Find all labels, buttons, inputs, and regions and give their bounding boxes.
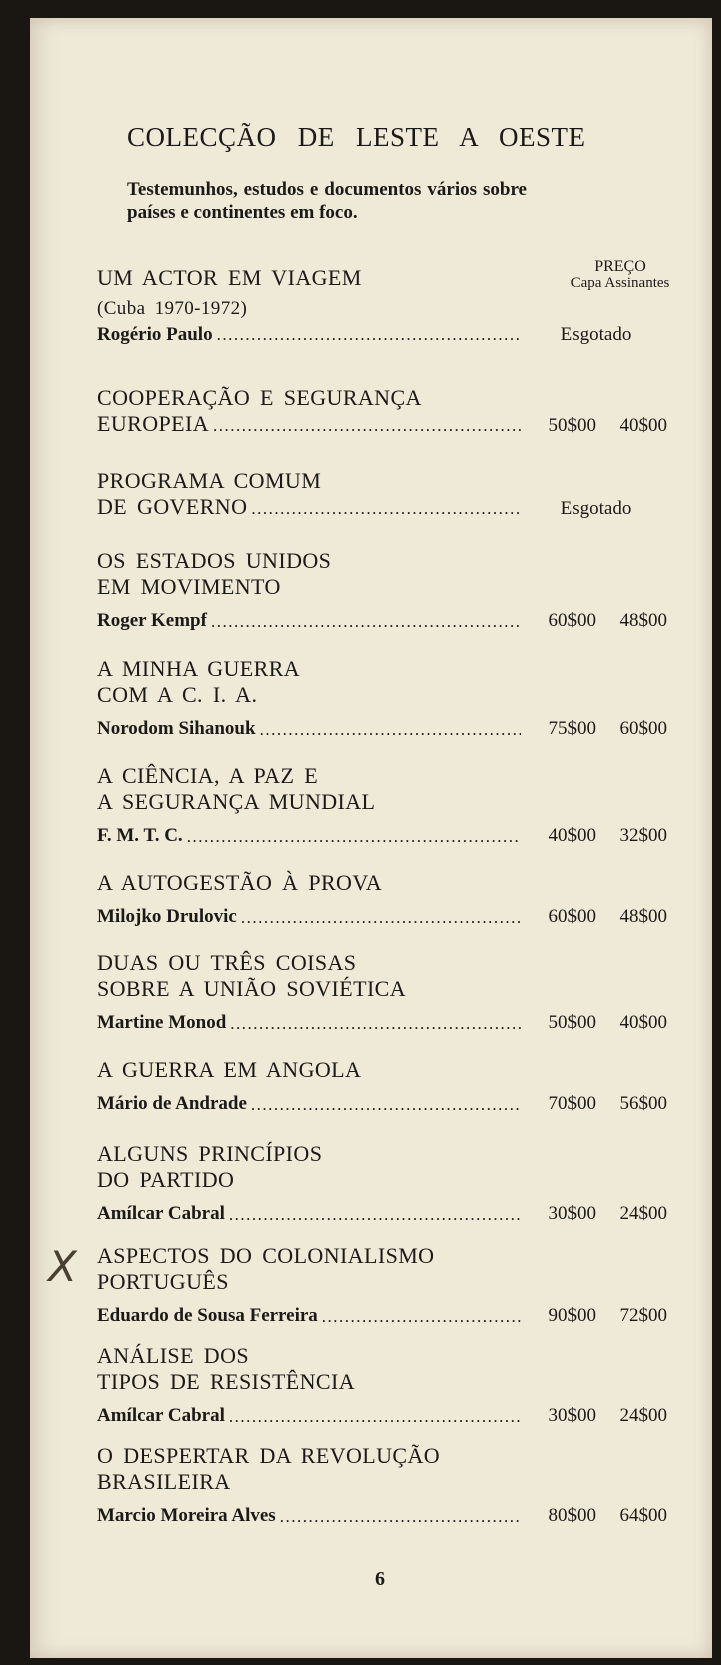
price-capa: 80$00	[548, 1505, 596, 1526]
leader-dots	[187, 827, 521, 847]
book-entry	[97, 262, 667, 354]
leader-dots	[229, 1205, 521, 1225]
book-title-line: DE GOVERNO	[97, 494, 248, 519]
page-number: 6	[375, 1568, 385, 1590]
price-assinantes: 24$00	[619, 1405, 667, 1426]
price-capa: 60$00	[548, 906, 596, 927]
book-entry	[97, 763, 667, 847]
leader-dots	[230, 1014, 521, 1034]
book-entry	[97, 548, 667, 632]
book-title-line: UM ACTOR EM VIAGEM	[97, 265, 362, 290]
leader-dots	[213, 416, 521, 436]
price-assinantes: 24$00	[619, 1203, 667, 1224]
status-esgotado: Esgotado	[560, 324, 632, 345]
book-title-line: A CIÊNCIA, A PAZ E	[97, 763, 319, 788]
book-entry	[97, 656, 667, 740]
book-entry	[97, 950, 667, 1034]
collection-subtitle: Testemunhos, estudos e documentos vários sobre países e continentes em foco.	[127, 179, 527, 223]
price-assinantes: 64$00	[619, 1505, 667, 1526]
book-title-line: A AUTOGESTÃO À PROVA	[97, 870, 383, 895]
leader-dots	[251, 499, 521, 519]
leader-dots	[322, 1307, 521, 1327]
book-title-line: ALGUNS PRINCÍPIOS	[97, 1141, 323, 1166]
price-row	[97, 896, 667, 928]
book-title-line: SOBRE A UNIÃO SOVIÉTICA	[97, 976, 407, 1001]
book-author: Rogério Paulo	[97, 324, 213, 345]
book-title-line: ANÁLISE DOS	[97, 1343, 250, 1368]
book-entry	[97, 1141, 667, 1225]
leader-dots	[260, 720, 521, 740]
price-assinantes: 48$00	[619, 610, 667, 631]
price-capa: 40$00	[548, 825, 596, 846]
book-entry	[97, 1443, 667, 1527]
book-entry	[97, 870, 667, 928]
book-title-line: EUROPEIA	[97, 411, 209, 436]
price-row	[97, 494, 667, 522]
price-assinantes: 56$00	[619, 1093, 667, 1114]
leader-dots	[280, 1507, 521, 1527]
status-esgotado: Esgotado	[560, 498, 632, 519]
price-row	[97, 708, 667, 740]
price-capa: 70$00	[548, 1093, 596, 1114]
book-author: Marcio Moreira Alves	[97, 1505, 276, 1526]
price-row	[97, 815, 667, 847]
book-author: Amílcar Cabral	[97, 1405, 225, 1426]
book-title-line: O DESPERTAR DA REVOLUÇÃO	[97, 1443, 441, 1468]
price-row	[97, 324, 667, 354]
price-capa: 30$00	[548, 1405, 596, 1426]
leader-dots	[217, 325, 521, 345]
book-title-line: COOPERAÇÃO E SEGURANÇA	[97, 385, 422, 410]
book-title-line: TIPOS DE RESISTÊNCIA	[97, 1369, 356, 1394]
book-author: Milojko Drulovic	[97, 906, 237, 927]
price-capa: 50$00	[548, 1012, 596, 1033]
book-title-line: EM MOVIMENTO	[97, 574, 281, 599]
price-row	[97, 1002, 667, 1034]
price-assinantes: 40$00	[619, 415, 667, 436]
book-title-line: BRASILEIRA	[97, 1469, 231, 1494]
book-title-line: PORTUGUÊS	[97, 1269, 229, 1294]
leader-dots	[241, 908, 521, 928]
leader-dots	[229, 1407, 521, 1427]
book-entry	[97, 1343, 667, 1427]
leader-dots	[251, 1095, 521, 1115]
price-assinantes: 60$00	[619, 718, 667, 739]
book-author: Norodom Sihanouk	[97, 718, 256, 739]
book-author: Roger Kempf	[97, 610, 207, 631]
book-title-line: ASPECTOS DO COLONIALISMO	[97, 1243, 435, 1268]
price-capa: 30$00	[548, 1203, 596, 1224]
book-author: F. M. T. C.	[97, 825, 183, 846]
book-title-line: A MINHA GUERRA	[97, 656, 301, 681]
book-title-line: PROGRAMA COMUM	[97, 468, 322, 493]
book-author: Mário de Andrade	[97, 1093, 247, 1114]
price-row	[97, 600, 667, 632]
price-capa: 50$00	[548, 415, 596, 436]
leader-dots	[211, 612, 521, 632]
book-entry	[97, 1243, 667, 1327]
price-capa: 90$00	[548, 1305, 596, 1326]
price-label: PREÇO	[594, 258, 646, 275]
book-author: Amílcar Cabral	[97, 1203, 225, 1224]
price-row	[97, 1495, 667, 1527]
price-columns-label: Capa Assinantes	[570, 275, 670, 291]
book-title-line: OS ESTADOS UNIDOS	[97, 548, 332, 573]
price-assinantes: 72$00	[619, 1305, 667, 1326]
book-entry	[97, 385, 667, 439]
book-author: Eduardo de Sousa Ferreira	[97, 1305, 318, 1326]
price-row	[97, 1395, 667, 1427]
price-row	[97, 1193, 667, 1225]
price-row	[97, 1083, 667, 1115]
collection-title: COLECÇÃO DE LESTE A OESTE	[127, 122, 586, 152]
price-assinantes: 32$00	[619, 825, 667, 846]
book-entry	[97, 468, 667, 522]
price-capa: 60$00	[548, 610, 596, 631]
book-title-line: A SEGURANÇA MUNDIAL	[97, 789, 376, 814]
book-title-line: (Cuba 1970-1972)	[97, 298, 248, 319]
price-assinantes: 48$00	[619, 906, 667, 927]
book-title-line: A GUERRA EM ANGOLA	[97, 1057, 362, 1082]
price-row	[97, 1295, 667, 1327]
price-assinantes: 40$00	[619, 1012, 667, 1033]
book-author: Martine Monod	[97, 1012, 227, 1033]
book-title-line: COM A C. I. A.	[97, 682, 258, 707]
book-entry	[97, 1057, 667, 1115]
handwritten-x-mark: X	[48, 1242, 77, 1291]
price-row	[97, 411, 667, 439]
price-capa: 75$00	[548, 718, 596, 739]
book-title-line: DUAS OU TRÊS COISAS	[97, 950, 357, 975]
book-title-line: DO PARTIDO	[97, 1167, 235, 1192]
